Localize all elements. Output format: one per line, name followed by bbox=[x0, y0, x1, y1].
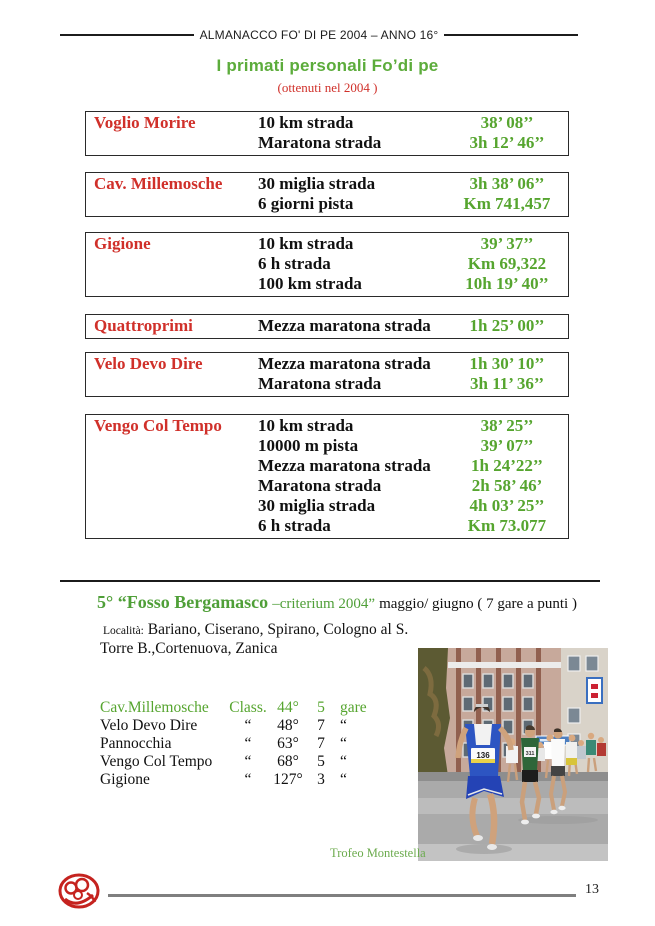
record-box bbox=[85, 414, 569, 539]
page-header-text: ALMANACCO FO' DI PE 2004 – ANNO 16° bbox=[199, 28, 439, 42]
record-event: Mezza maratona strada bbox=[258, 354, 431, 373]
record-event: 10 km strada bbox=[258, 234, 354, 253]
record-name bbox=[86, 194, 258, 214]
footer-rule bbox=[108, 894, 576, 897]
standings-races: 5 bbox=[317, 753, 325, 770]
section-heading-sub: –criterium 2004” bbox=[272, 596, 376, 612]
standings-name: Pannocchia bbox=[100, 735, 172, 752]
record-box bbox=[85, 232, 569, 297]
localita-label: Località: bbox=[103, 625, 144, 637]
record-result: 1h 30’ 10’’ bbox=[469, 354, 545, 373]
standings-ditto: “ bbox=[244, 771, 252, 788]
localita-line2: Torre B.,Cortenuova, Zanica bbox=[100, 640, 278, 657]
header-rule-right bbox=[444, 34, 578, 36]
standings-place: 63° bbox=[277, 735, 299, 752]
standings-races: 7 bbox=[317, 717, 325, 734]
record-event: 10000 m pista bbox=[258, 436, 359, 455]
standings-ditto: “ bbox=[244, 753, 252, 770]
page-header-band bbox=[60, 28, 578, 42]
record-event: Maratona strada bbox=[258, 476, 382, 495]
standings-place: 127° bbox=[273, 771, 303, 788]
standings-table bbox=[100, 699, 374, 789]
record-name bbox=[86, 476, 258, 496]
standings-ditto: “ bbox=[340, 717, 347, 734]
record-name bbox=[86, 374, 258, 394]
standings-name: Cav.Millemosche bbox=[100, 699, 209, 716]
record-box bbox=[85, 352, 569, 397]
standings-row bbox=[100, 717, 374, 735]
page-subtitle: (ottenuti nel 2004 ) bbox=[277, 80, 378, 95]
standings-ditto: “ bbox=[340, 753, 347, 770]
standings-gare: gare bbox=[340, 699, 367, 716]
photo-caption: Trofeo Montestella bbox=[330, 846, 426, 860]
standings-name: Gigione bbox=[100, 771, 150, 788]
record-name bbox=[86, 133, 258, 153]
record-name bbox=[86, 516, 258, 536]
fo-di-pe-logo bbox=[57, 871, 102, 912]
record-result: 39’ 07’’ bbox=[480, 436, 534, 455]
record-box bbox=[85, 111, 569, 156]
record-name bbox=[86, 496, 258, 516]
personal-records-list bbox=[85, 111, 569, 539]
record-result: Km 741,457 bbox=[463, 194, 551, 213]
record-name bbox=[86, 436, 258, 456]
standings-races: 3 bbox=[317, 771, 325, 788]
record-event: 30 miglia strada bbox=[258, 174, 376, 193]
record-event: 100 km strada bbox=[258, 274, 362, 293]
record-result: 3h 12’ 46’’ bbox=[469, 133, 545, 152]
section-divider bbox=[60, 580, 600, 582]
record-event: 10 km strada bbox=[258, 113, 354, 132]
record-event: 6 giorni pista bbox=[258, 194, 354, 213]
record-event: 6 h strada bbox=[258, 516, 331, 535]
record-event: Mezza maratona strada bbox=[258, 316, 431, 335]
section-heading-main: 5° “Fosso Bergamasco bbox=[97, 592, 269, 612]
page-number: 13 bbox=[585, 882, 599, 897]
record-name: Vengo Col Tempo bbox=[94, 416, 222, 435]
standings-row bbox=[100, 735, 374, 753]
localita-line bbox=[103, 621, 408, 639]
standings-place: 68° bbox=[277, 753, 299, 770]
record-result: 1h 25’ 00’’ bbox=[469, 316, 545, 335]
record-box bbox=[85, 172, 569, 217]
record-name bbox=[86, 456, 258, 476]
record-result: 3h 38’ 06’’ bbox=[469, 174, 545, 193]
standings-place: 48° bbox=[277, 717, 299, 734]
standings-ditto: “ bbox=[244, 717, 252, 734]
record-result: 39’ 37’’ bbox=[480, 234, 534, 253]
record-result: 38’ 25’’ bbox=[480, 416, 534, 435]
record-result: 10h 19’ 40’’ bbox=[465, 274, 549, 293]
standings-header-row bbox=[100, 699, 374, 717]
record-name bbox=[86, 254, 258, 274]
runners-photo bbox=[418, 648, 608, 861]
record-event: 6 h strada bbox=[258, 254, 331, 273]
record-result: 3h 11’ 36’’ bbox=[470, 374, 544, 393]
standings-races: 5 bbox=[317, 699, 325, 716]
record-event: 10 km strada bbox=[258, 416, 354, 435]
record-box bbox=[85, 314, 569, 339]
page-title: I primati personali Fo’di pe bbox=[216, 56, 439, 75]
standings-ditto: “ bbox=[340, 771, 347, 788]
record-event: Maratona strada bbox=[258, 133, 382, 152]
section-heading bbox=[97, 592, 577, 613]
record-event: Mezza maratona strada bbox=[258, 456, 431, 475]
standings-races: 7 bbox=[317, 735, 325, 752]
record-name: Cav. Millemosche bbox=[94, 174, 223, 193]
standings-row bbox=[100, 753, 374, 771]
record-result: 38’ 08’’ bbox=[480, 113, 534, 132]
standings-ditto: “ bbox=[244, 735, 252, 752]
standings-name: Velo Devo Dire bbox=[100, 717, 198, 734]
header-rule-left bbox=[60, 34, 194, 36]
standings-class: Class. bbox=[229, 699, 267, 716]
localita-value: Bariano, Ciserano, Spirano, Cologno al S. bbox=[147, 621, 409, 638]
record-event: Maratona strada bbox=[258, 374, 382, 393]
record-name: Voglio Morire bbox=[94, 113, 196, 132]
bib-number-lead: 136 bbox=[476, 751, 490, 760]
record-name bbox=[86, 274, 258, 294]
record-result: Km 69,322 bbox=[467, 254, 547, 273]
record-result: 2h 58’ 46’ bbox=[471, 476, 543, 495]
section-heading-rest: maggio/ giugno ( 7 gare a punti ) bbox=[379, 596, 577, 612]
record-result: 1h 24’22’’ bbox=[471, 456, 543, 475]
bib-number-second: 311 bbox=[525, 751, 535, 757]
standings-row bbox=[100, 771, 374, 789]
record-result: 4h 03’ 25’’ bbox=[469, 496, 545, 515]
record-name: Quattroprimi bbox=[94, 316, 193, 335]
standings-place: 44° bbox=[277, 699, 299, 716]
record-name: Velo Devo Dire bbox=[94, 354, 203, 373]
record-name: Gigione bbox=[94, 234, 151, 253]
standings-ditto: “ bbox=[340, 735, 347, 752]
standings-name: Vengo Col Tempo bbox=[100, 753, 213, 770]
record-event: 30 miglia strada bbox=[258, 496, 376, 515]
record-result: Km 73.077 bbox=[467, 516, 547, 535]
